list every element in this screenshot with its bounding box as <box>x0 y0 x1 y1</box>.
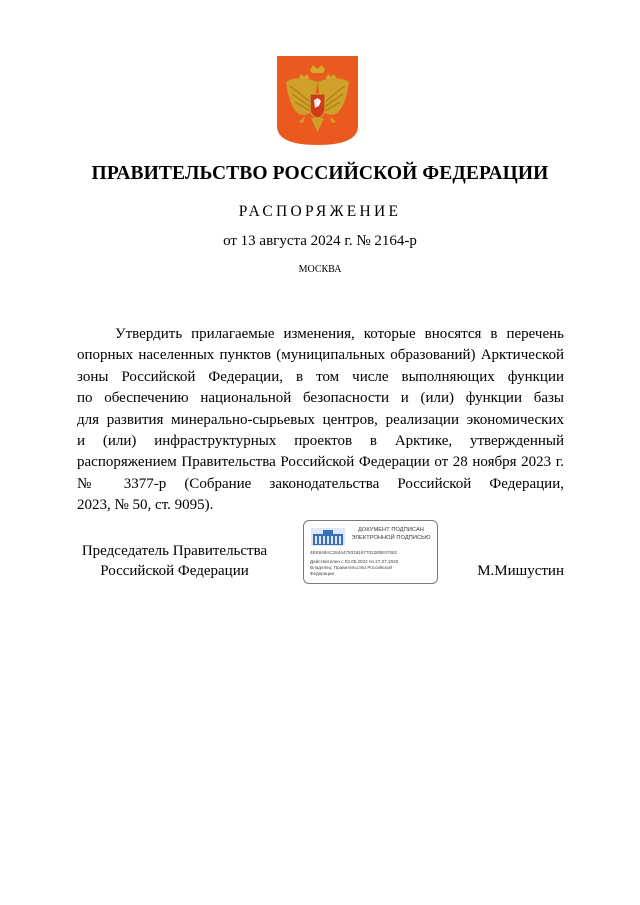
government-building-icon <box>309 526 347 548</box>
order-text-line: 2023, № 50, ст. 9095). <box>77 497 214 514</box>
order-text-line: Утвердить прилагаемые изменения, которые вносятся в перечень <box>115 326 564 342</box>
order-text-line: и (или) инфраструктурных проектов в Арктике, утвержденный <box>77 432 564 449</box>
stamp-title <box>348 526 434 542</box>
document-date-number: от 13 августа 2024 г. № 2164-р <box>223 233 417 249</box>
electronic-signature-stamp <box>303 520 438 584</box>
signatory-position-line: Председатель Правительства <box>81 543 268 559</box>
stamp-owner: Владелец: Правительство Российской <box>310 565 392 570</box>
signatory-name: М.Мишустин <box>477 563 564 579</box>
stamp-owner: Федерации <box>310 571 335 576</box>
order-text-line: распоряжением Правительства Российской Федерации от 28 ноября 2023 г. <box>77 454 564 471</box>
order-text-line: опорных населенных пунктов (муниципальных образований) Арктической <box>77 347 564 364</box>
order-text-line: зоны Российской Федерации, в том числе выполняющих функции <box>77 368 564 385</box>
signatory-position <box>77 541 272 581</box>
stamp-title-line: ДОКУМЕНТ ПОДПИСАН <box>358 527 424 533</box>
government-title: ПРАВИТЕЛЬСТВО РОССИЙСКОЙ ФЕДЕРАЦИИ <box>91 163 549 184</box>
order-text <box>77 324 564 517</box>
signatory-position-line: Российской Федерации <box>100 563 249 579</box>
stamp-title-line: ЭЛЕКТРОННОЙ ПОДПИСЬЮ <box>351 535 431 541</box>
order-text-line: № 3377-р (Собрание законодательства Российской Федерации, <box>77 475 564 492</box>
russian-coat-of-arms-icon <box>277 56 358 145</box>
document-place: МОСКВА <box>298 264 342 275</box>
order-text-line: для развития минерально-сырьевых центров, реализации экономических <box>77 411 564 428</box>
order-text-line: по обеспечению национальной безопасности и (или) функции базы <box>77 390 564 407</box>
stamp-certificate: 4EK848AC2844479319187701280E07062 <box>310 550 398 555</box>
document-type: РАСПОРЯЖЕНИЕ <box>238 203 402 220</box>
stamp-validity: Действителен с 03.05.2024 по 27.07.2025 <box>310 559 399 564</box>
